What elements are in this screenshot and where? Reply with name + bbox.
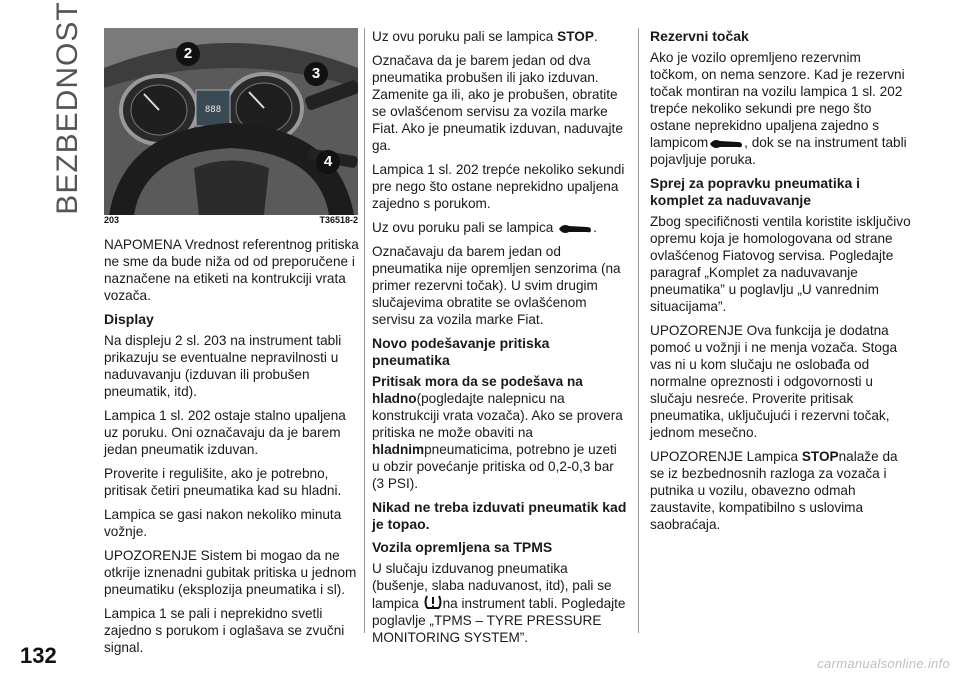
paragraph [650,49,912,168]
stop-label: STOP [801,449,839,464]
paragraph: Zbog specifičnosti ventila koristite isključivo opremu koja je homologovana od strane ovlašćenog Fiatovog servisa. Pogledajte paragraf „Komplet za naduvavanje pneumatika” u poglavlju „U vanrednim situacijama”. [650,214,911,314]
text: na instrument tabli. Pogledajte poglavlje „TPMS – TYRE PRESSURE MONITORING SYSTEM”. [372,596,626,645]
paragraph: Na displeju 2 sl. 203 na instrument tabli prikazuju se eventualne nepravilnosti u naduvavanju (izduvan ili probušen pneumatik, itd). [104,333,342,399]
figure-code: T36518-2 [319,215,358,225]
dashboard-photo [104,28,358,215]
stop-label: STOP [557,29,594,44]
display-digits: 888 [204,105,222,115]
tire-pressure-warning-icon [423,594,443,611]
heading-sprej: Sprej za popravku pneumatika i komplet za naduvavanje [650,175,861,208]
paragraph: Označava da je barem jedan od dva pneumatika probušen ili jako izduvan. Zamenite ga ili, ako je probušen, obratite se ovlašćenom servisu za vozila marke Fiat. Ako je pneumatik izduvan, naduvajte ga. [372,53,623,153]
text: . [593,29,598,44]
chapter-title [50,1,86,215]
column-divider [638,28,639,633]
paragraph: Označavaju da barem jedan od pneumatika nije opremljen senzorima (na primer rezervni točak). U svim drugim slučajevima obratite se ovlašćenom servisu za vozila marke Fiat. [372,244,621,327]
column-3 [650,28,912,540]
paragraph [372,219,627,236]
text: (pogledajte nalepnicu na konstrukciji vrata vozača). Ako se provera pritiska ne može obaviti na [372,391,623,440]
wrench-tire-icon [557,221,593,235]
paragraph [372,28,627,45]
figure-number: 203 [104,215,120,225]
text: Ako je vozilo opremljeno rezervnim točkom, on nema senzore. Kad je rezervni točak montiran na vozilu lampica 1 sl. 202 trepće nekoliko sekundi pre nego što ostane neprekidno upaljena zajedno s lampicom [650,50,905,150]
warning-paragraph: UPOZORENJE Sistem bi mogao da ne otkrije iznenadni gubitak pritiska u jednom pneumatiku (eksplozija pneumatika i sl). [104,548,357,597]
page-number: 132 [20,643,57,668]
wrench-tire-icon [708,136,744,150]
warning-paragraph: UPOZORENJE Ova funkcija je dodatna pomoć u vožnji i ne menja vozača. Stoga vas ni u kom slučaju ne oslobađa od normalne opreznosti i odgovornosti u slučaju nesreće. Proverite pritisak pneumatika, uključujući i rezervni točak, jednom mesečno. [650,323,898,440]
callout-4: 4 [316,150,340,174]
text: pneumaticima, potrebno je uzeti u obzir povećanje pritiska od 0,2-0,3 bar (3 PSI). [372,442,617,491]
warning-paragraph [650,448,912,533]
text: nalaže da se iz bezbednosnih razloga za vozača i putnika u vozilu, obavezno odmah zaustavite, kompatibilno s uslovima saobraćaja. [650,449,898,532]
text: . [593,220,597,235]
heading-rezervni-tocak: Rezervni točak [650,28,749,44]
paragraph: Lampica 1 sl. 202 ostaje stalno upaljena uz poruku. Oni označavaju da je barem jedan pneumatik izduvan. [104,408,346,457]
paragraph [372,373,627,492]
text: , dok se na instrument tabli pojavljuje poruka. [650,135,907,167]
paragraph: Proverite i regulišite, ako je potrebno, pritisak četiri pneumatika kad su hladni. [104,466,342,498]
text: U slučaju izduvanog pneumatika (bušenje, slaba naduvanost, itd), pali se lampica [372,561,612,611]
heading-novo-podesavanje: Novo podešavanje pritiska pneumatika [372,335,550,368]
paragraph: Lampica 1 sl. 202 trepće nekoliko sekundi pre nego što ostane neprekidno upaljena zajedno s porukom. [372,162,625,211]
callout-2: 2 [176,42,200,66]
column-divider [364,28,365,633]
note-paragraph: NAPOMENA Vrednost referentnog pritiska ne sme da bude niža od od preporučene i naznačene na etiketi na kontrukciji vrata vozača. [104,237,359,303]
figure-caption [104,215,358,225]
heading-display: Display [104,311,154,327]
footer-watermark: carmanualsonline.info [817,656,950,671]
paragraph [372,560,627,646]
bold-text: Pritisak mora da se podešava na hladno [372,374,583,406]
column-1 [104,236,359,663]
chapter-title-text: BEZBEDNOST [51,1,84,215]
text: Uz ovu poruku pali se lampica [372,29,558,44]
paragraph: Lampica 1 se pali i neprekidno svetli zajedno s porukom i oglašava se zvučni signal. [104,606,345,655]
bold-text: hladnim [372,442,425,457]
dashboard-illustration [104,28,358,215]
heading-nikad: Nikad ne treba izduvati pneumatik kad je topao. [372,499,627,532]
column-2 [372,28,627,653]
callout-3: 3 [304,62,328,86]
text: Uz ovu poruku pali se lampica [372,220,558,235]
heading-tpms: Vozila opremljena sa TPMS [372,539,553,555]
text: UPOZORENJE Lampica [650,449,802,464]
paragraph: Lampica se gasi nakon nekoliko minuta vožnje. [104,507,342,539]
